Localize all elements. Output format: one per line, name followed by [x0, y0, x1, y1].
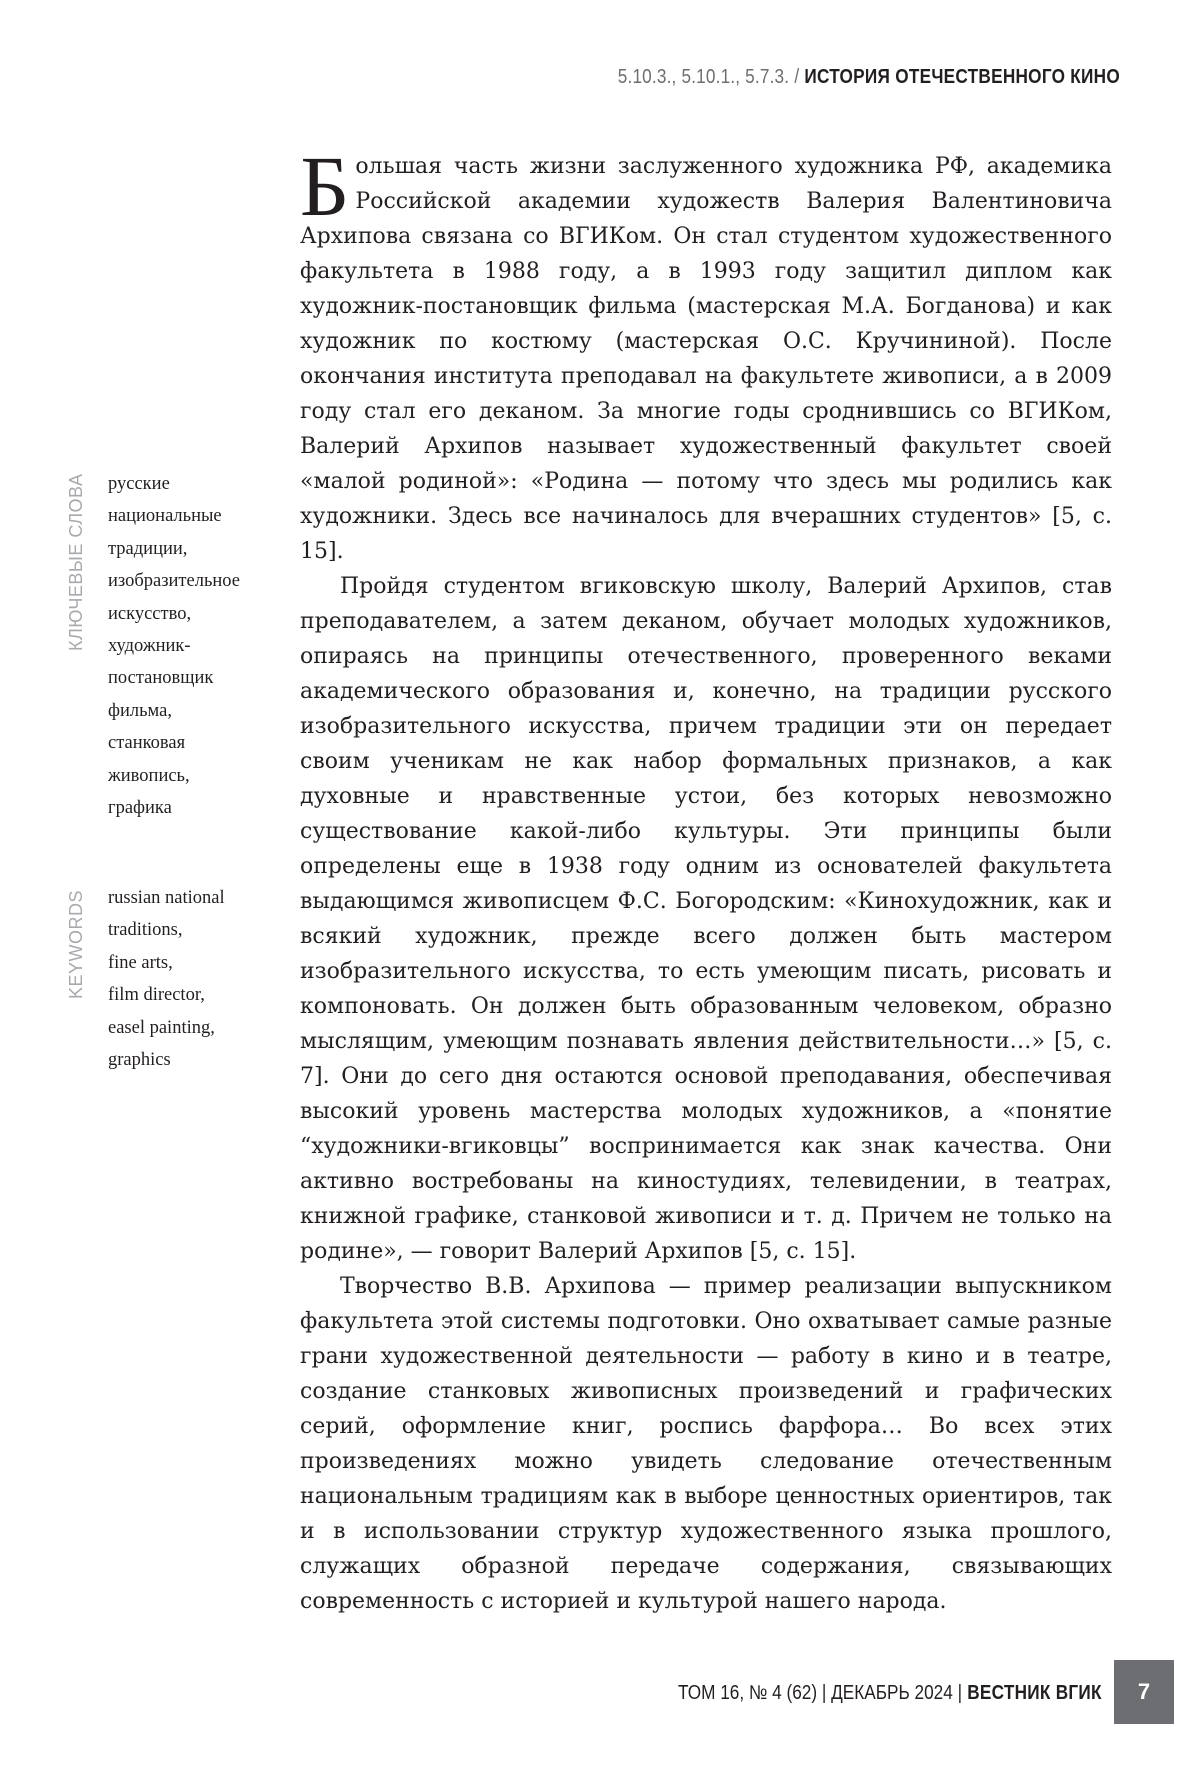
keywords-ru-list — [108, 468, 268, 824]
paragraph-1-text: ольшая часть жизни заслуженного художника РФ, академика Российской академии художеств Валерия Валентиновича Архипова связана со ВГИКом. Он стал студентом художественного факультета в 1988 году, а в 1993 году защитил диплом как художник-постановщик фильма (мастерская М.А. Богданова) и как художник по костюму (мастерская О.С. Кручининой). После окончания института преподавал на факультете живописи, а в 2009 году стал его деканом. За многие годы сроднившись со ВГИКом, Валерий Архипов называет художественный факультет своей «малой родиной»: «Родина — потому что здесь мы родились как художники. Здесь все начиналось для вчерашних студентов» [5, с. 15]. — [300, 154, 1112, 564]
keyword-line: изобразительное — [108, 571, 240, 592]
keyword-line: живопись, — [108, 765, 190, 786]
keyword-line: традиции, — [108, 538, 188, 559]
section-title: ИСТОРИЯ ОТЕЧЕСТВЕННОГО КИНО — [804, 66, 1120, 88]
keyword-line: искусство, — [108, 603, 192, 624]
paragraph-1 — [300, 138, 1112, 569]
keywords-en-list — [108, 882, 268, 1076]
running-footer — [678, 1682, 1102, 1705]
paragraph-2: Пройдя студентом вгиковскую школу, Валерий Архипов, став преподавателем, а затем деканом, обучает молодых художников, опираясь на принципы отечественного, проверенного веками академического образования и, конечно, на традиции русского изобразительного искусства, причем традиции эти он передает своим ученикам не как набор формальных признаков, а как духовные и нравственные устои, без которых невозможно существование какой-либо культуры. Эти принципы были определены еще в 1938 году одним из основателей факультета выдающимся живописцем Ф.С. Богородским: «Кинохудожник, как и всякий художник, прежде всего должен быть мастером изобразительного искусства, то есть умеющим писать, рисовать и компоновать. Он должен быть образованным человеком, образно мыслящим, умеющим познавать явления действительности…» [5, с. 7]. Они до сего дня остаются основой преподавания, обеспечивая высокий уровень мастерства молодых художников, а «понятие “художники-вгиковцы” воспринимается как знак качества. Они активно востребованы на киностудиях, телевидении, в театрах, книжной графике, станковой живописи и т. д. Причем не только на родине», — говорит Валерий Архипов [5, с. 15]. — [300, 574, 1112, 1264]
keyword-line: traditions, — [108, 920, 183, 941]
keyword-line: graphics — [108, 1050, 171, 1071]
keyword-line: film director, — [108, 985, 205, 1006]
header-separator: / — [794, 66, 800, 88]
keyword-line: графика — [108, 798, 172, 819]
keyword-line: художник- — [108, 636, 191, 657]
article-body — [300, 138, 1112, 1619]
keyword-line: фильма, — [108, 700, 172, 721]
keyword-line: станковая — [108, 733, 186, 754]
keyword-line: fine arts, — [108, 952, 173, 973]
paragraph-3: Творчество В.В. Архипова — пример реализации выпускником факультета этой системы подготовки. Оно охватывает самые разные грани художественной деятельности — работу в кино и в театре, создание станковых живописных произведений и графических серий, оформление книг, роспись фарфора… Во всех этих произведениях можно увидеть следование отечественным национальным традициям как в выборе ценностных ориентиров, так и в использовании структур художественного языка прошлого, служащих образной передаче содержания, связывающих современность с историей и культурой нашего народа. — [300, 1274, 1112, 1614]
keywords-ru-label: КЛЮЧЕВЫЕ СЛОВА — [66, 473, 86, 651]
keyword-line: русские — [108, 474, 170, 494]
issue-info: ТОМ 16, № 4 (62) | ДЕКАБРЬ 2024 | — [678, 1682, 963, 1704]
journal-name: ВЕСТНИК ВГИК — [967, 1682, 1102, 1704]
running-header — [618, 66, 1120, 96]
keyword-line: национальные — [108, 506, 222, 527]
keyword-line: russian national — [108, 888, 225, 908]
page-number: 7 — [1114, 1660, 1174, 1724]
keyword-line: постановщик — [108, 668, 214, 689]
keywords-en-label: KEYWORDS — [66, 889, 86, 999]
drop-cap: Б — [300, 138, 350, 234]
specialty-codes: 5.10.3., 5.10.1., 5.7.3. — [617, 66, 790, 88]
keyword-line: easel painting, — [108, 1017, 215, 1038]
